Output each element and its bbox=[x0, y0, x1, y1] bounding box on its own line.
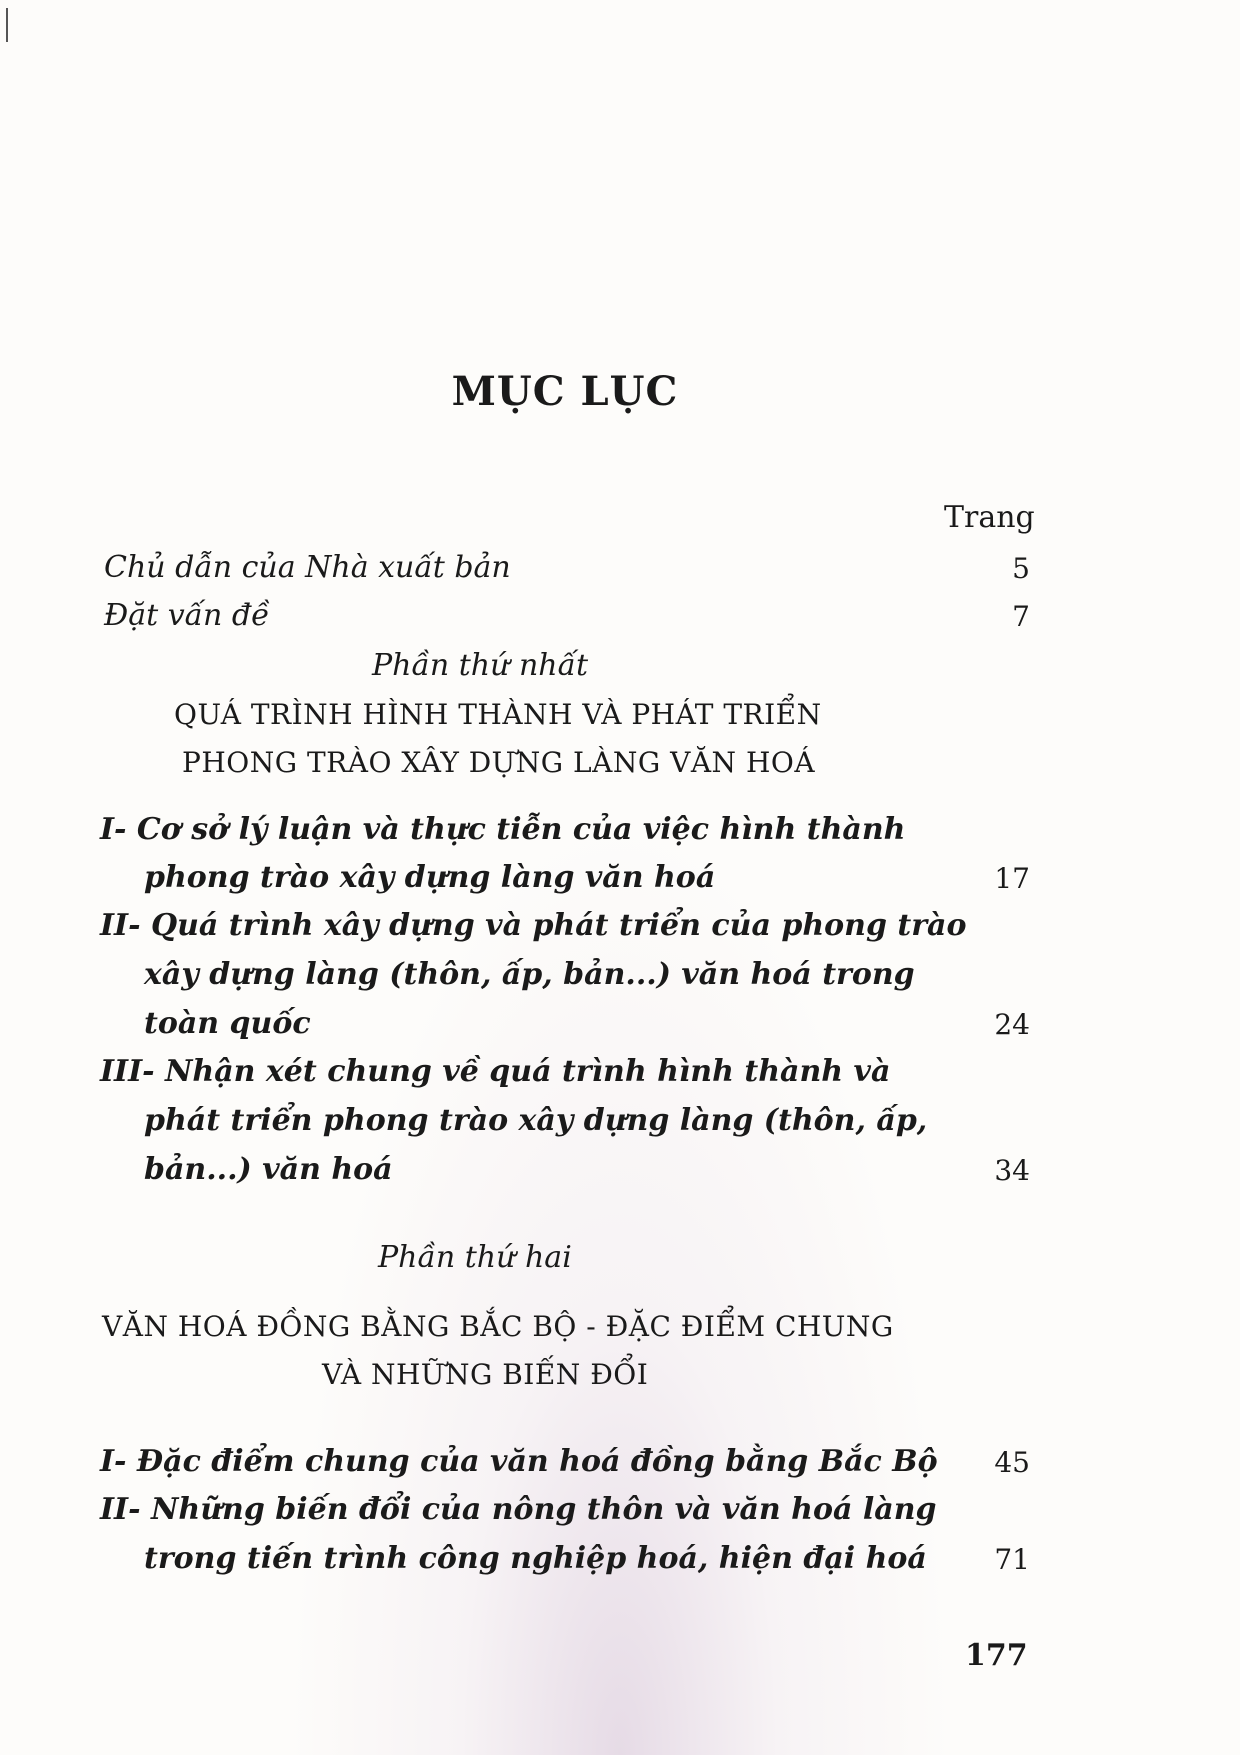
toc-part1-item3-line3: bản...) văn hoá bbox=[144, 1152, 393, 1187]
toc-entry-publisher-note: Chủ dẫn của Nhà xuất bản bbox=[104, 550, 511, 585]
part2-name: Phần thứ hai bbox=[378, 1240, 572, 1275]
toc-entry-introduction: Đặt vấn đề bbox=[104, 598, 270, 633]
toc-part2-item1-line1: I- Đặc điểm chung của văn hoá đồng bằng Bắc Bộ bbox=[100, 1444, 938, 1479]
toc-part1-item1-line2: phong trào xây dựng làng văn hoá bbox=[144, 860, 716, 895]
toc-part1-item2-line1: II- Quá trình xây dựng và phát triển của phong trào bbox=[100, 908, 967, 943]
toc-page-part1-item2: 24 bbox=[994, 1008, 1030, 1041]
toc-page-publisher-note: 5 bbox=[1012, 552, 1030, 585]
page-title: MỤC LỤC bbox=[451, 368, 679, 415]
page-number: 177 bbox=[965, 1638, 1028, 1673]
toc-page-part1-item3: 34 bbox=[994, 1154, 1030, 1187]
toc-part2-item2-line2: trong tiến trình công nghiệp hoá, hiện đại hoá bbox=[144, 1541, 927, 1576]
toc-page-part1-item1: 17 bbox=[994, 862, 1030, 895]
toc-part1-item2-line2: xây dựng làng (thôn, ấp, bản...) văn hoá trong bbox=[144, 957, 915, 992]
toc-part1-item1-line1: I- Cơ sở lý luận và thực tiễn của việc hình thành bbox=[100, 812, 906, 847]
toc-page-part2-item2: 71 bbox=[994, 1543, 1030, 1576]
part2-title-line1: VĂN HOÁ ĐỒNG BẰNG BẮC BỘ - ĐẶC ĐIỂM CHUNG bbox=[102, 1310, 894, 1343]
toc-page-part2-item1: 45 bbox=[994, 1446, 1030, 1479]
page-column-heading: Trang bbox=[944, 500, 1035, 535]
toc-page-introduction: 7 bbox=[1012, 600, 1030, 633]
toc-part1-item2-line3: toàn quốc bbox=[144, 1006, 311, 1041]
toc-part1-item3-line2: phát triển phong trào xây dựng làng (thôn, ấp, bbox=[144, 1103, 928, 1138]
toc-part2-item2-line1: II- Những biến đổi của nông thôn và văn hoá làng bbox=[100, 1492, 937, 1527]
toc-part1-item3-line1: III- Nhận xét chung về quá trình hình thành và bbox=[100, 1054, 891, 1089]
scan-edge-mark bbox=[6, 8, 8, 42]
part2-title-line2: VÀ NHỮNG BIẾN ĐỔI bbox=[322, 1358, 649, 1391]
part1-title-line1: QUÁ TRÌNH HÌNH THÀNH VÀ PHÁT TRIỂN bbox=[174, 698, 822, 731]
part1-name: Phần thứ nhất bbox=[372, 648, 589, 683]
part1-title-line2: PHONG TRÀO XÂY DỰNG LÀNG VĂN HOÁ bbox=[182, 746, 816, 779]
